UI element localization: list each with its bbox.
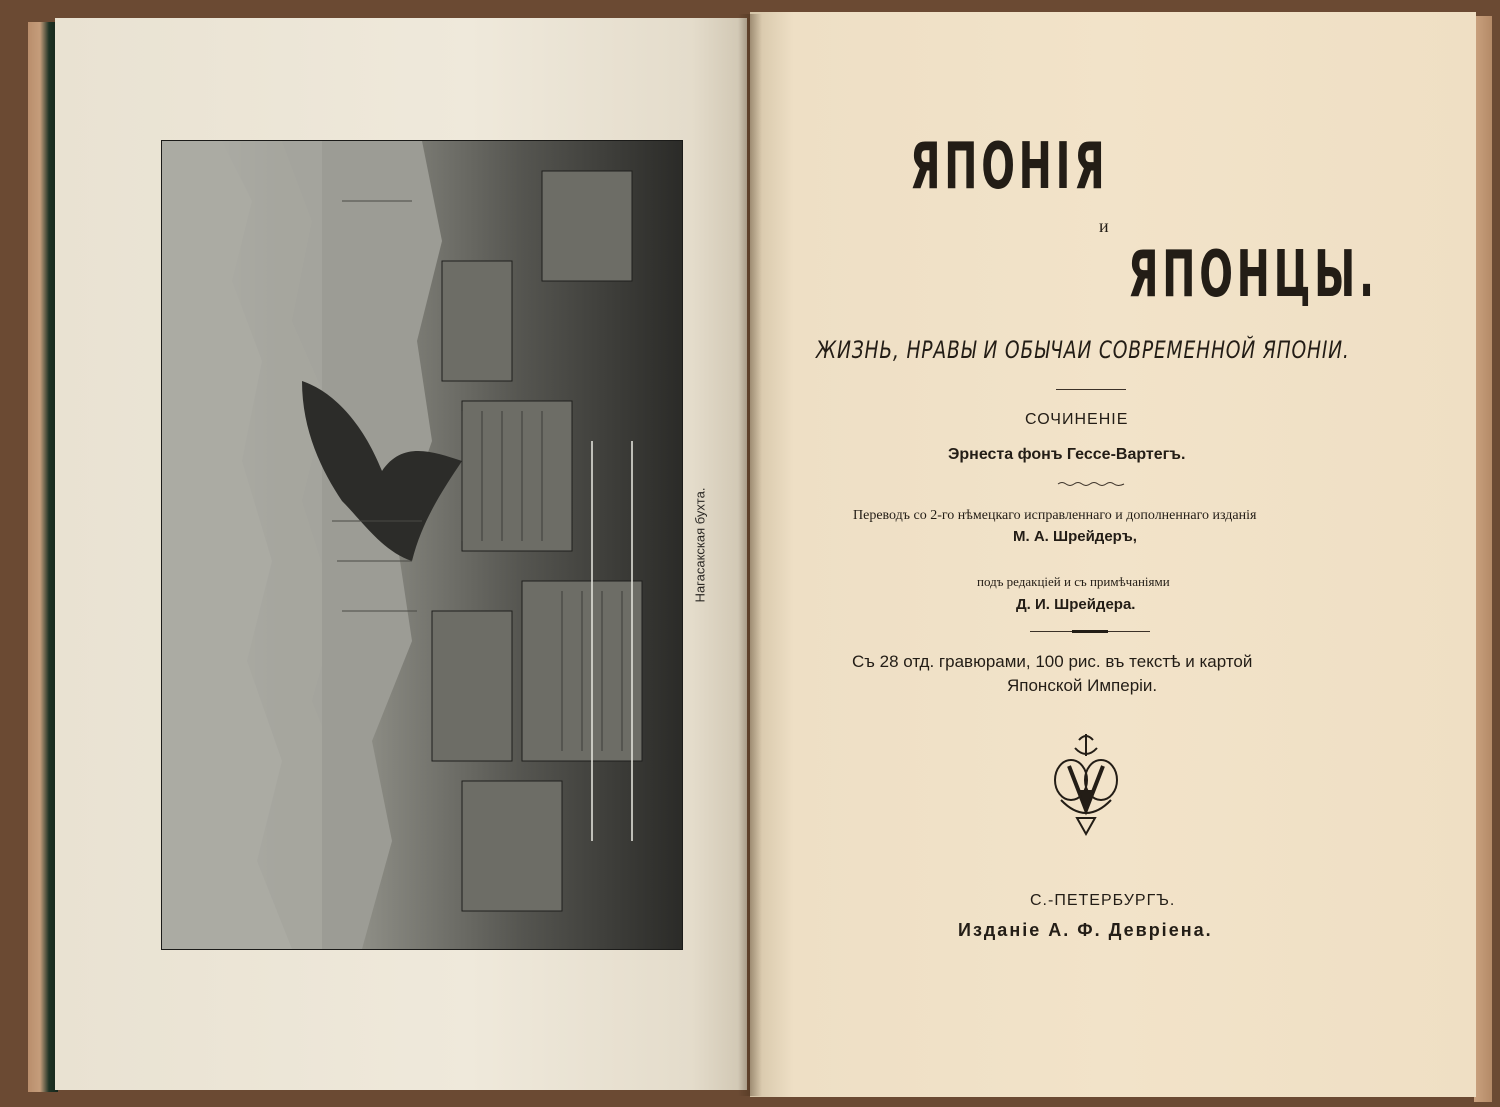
plate-caption: Нагасакская бухта. (692, 487, 708, 603)
divider-rule (1056, 389, 1126, 390)
publisher-name: Изданіе А. Ф. Девріена. (958, 920, 1213, 940)
book-cover-edge-right (1474, 16, 1492, 1102)
book-title-second: ЯПОНЦЫ. (1128, 238, 1378, 312)
illustrations-note-line2: Японской Имперіи. (1007, 676, 1158, 695)
translation-note: Переводъ со 2-го нѣмецкаго исправленнаго и дополненнаго изданія (853, 508, 1257, 523)
book-title-main: ЯПОНІЯ (910, 130, 1109, 204)
author-name: Эрнеста фонъ Гессе-Вартегъ. (948, 446, 1186, 463)
work-label: СОЧИНЕНІЕ (1025, 411, 1129, 428)
translator-name: М. А. Шрейдеръ, (1013, 528, 1137, 545)
publisher-emblem-icon (1049, 730, 1123, 840)
ornamental-divider (1056, 480, 1126, 488)
book-cover-edge (28, 22, 58, 1092)
editor-name: Д. И. Шрейдера. (1016, 596, 1136, 613)
book-title-conjunction: и (1099, 216, 1109, 236)
book-subtitle: ЖИЗНЬ, НРАВЫ И ОБЫЧАИ СОВРЕМЕННОЙ ЯПОНІИ. (816, 336, 1350, 364)
divider-rule-lower-bold (1072, 630, 1108, 633)
publication-city: С.-ПЕТЕРБУРГЪ. (1030, 892, 1176, 909)
illustrations-note-line1: Съ 28 отд. гравюрами, 100 рис. въ текстѣ и картой (852, 652, 1253, 671)
book-gutter (738, 14, 762, 1096)
photo-plate-nagasaki-bay (161, 140, 683, 950)
editor-note: подъ редакціей и съ примѣчаніями (977, 574, 1170, 589)
plate-illustration (162, 141, 682, 949)
